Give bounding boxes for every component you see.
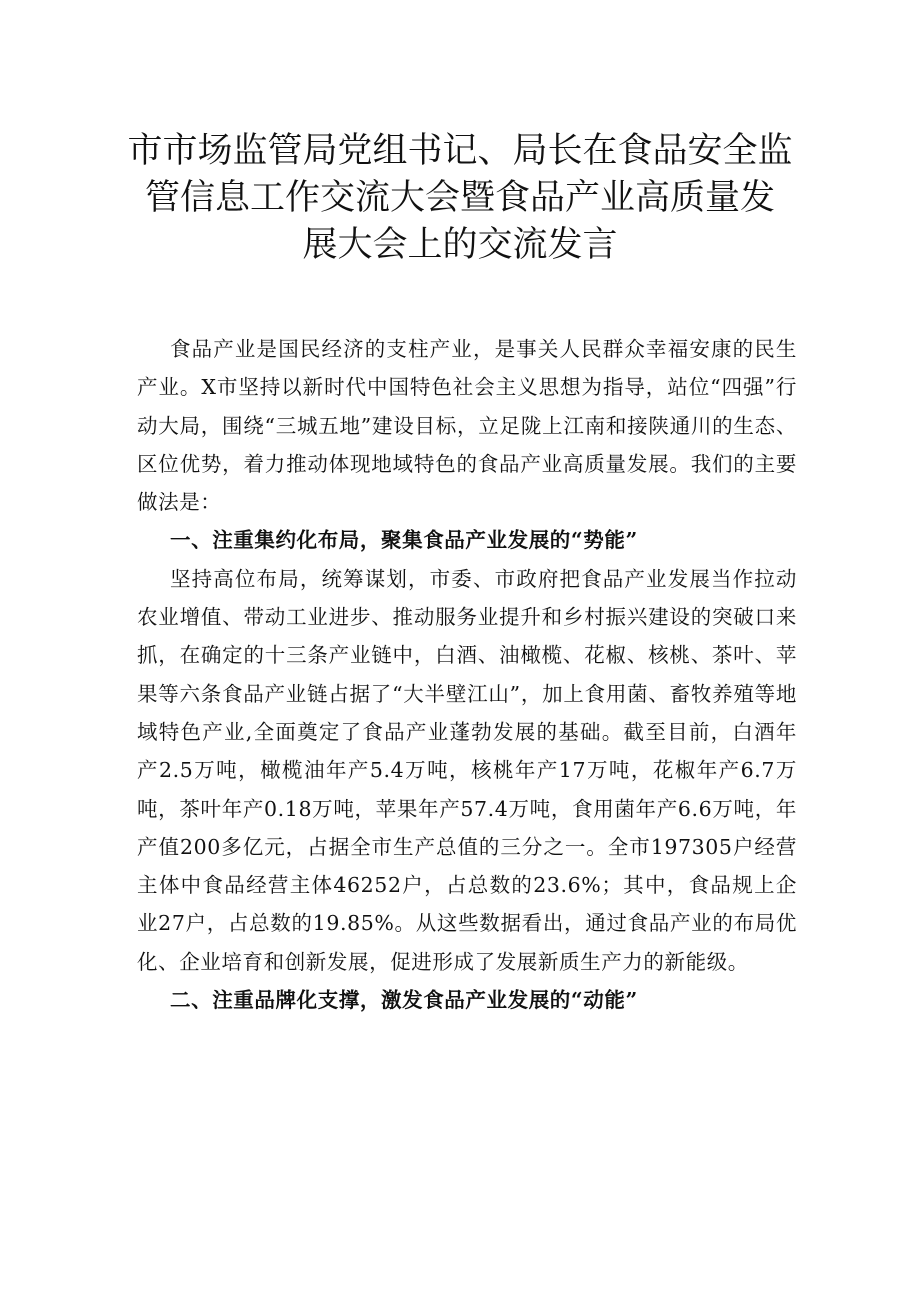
intro-paragraph: 食品产业是国民经济的支柱产业，是事关人民群众幸福安康的民生产业。X市坚持以新时代中国特色社会主义思想为指导，站位“四强”行动大局，围绕“三城五地”建设目标，立足陇上江南和接陕通川的生态、区位优势，着力推动体现地域特色的食品产业高质量发展。我们的主要做法是： <box>137 337 797 515</box>
section-heading-2: 二、注重品牌化支撑，激发食品产业发展的“动能” <box>170 988 638 1013</box>
document-title <box>120 128 800 269</box>
section-heading-1: 一、注重集约化布局，聚集食品产业发展的“势能” <box>170 528 638 553</box>
title-line-1: 市市场监管局党组书记、局长在食品安全监 <box>127 131 793 171</box>
title-line-3: 展大会上的交流发言 <box>302 225 618 265</box>
document-body <box>137 330 797 1019</box>
section-1-paragraph: 坚持高位布局，统筹谋划，市委、市政府把食品产业发展当作拉动农业增值、带动工业进步、推动服务业提升和乡村振兴建设的突破口来抓，在确定的十三条产业链中，白酒、油橄榄、花椒、核桃、茶叶、苹果等六条食品产业链占据了“大半壁江山”，加上食用菌、畜牧养殖等地域特色产业,全面奠定了食品产业蓬勃发展的基础。截至目前，白酒年产2.5万吨，橄榄油年产5.4万吨，核桃年产17万吨，花椒年产6.7万吨，茶叶年产0.18万吨，苹果年产57.4万吨，食用菌年产6.6万吨，年产值200多亿元，占据全市生产总值的三分之一。全市197305户经营主体中食品经营主体46252户，占总数的23.6%；其中，食品规上企业27户，占总数的19.85%。从这些数据看出，通过食品产业的布局优化、企业培育和创新发展，促进形成了发展新质生产力的新能级。 <box>137 566 797 974</box>
title-line-2: 管信息工作交流大会暨食品产业高质量发 <box>144 178 775 218</box>
